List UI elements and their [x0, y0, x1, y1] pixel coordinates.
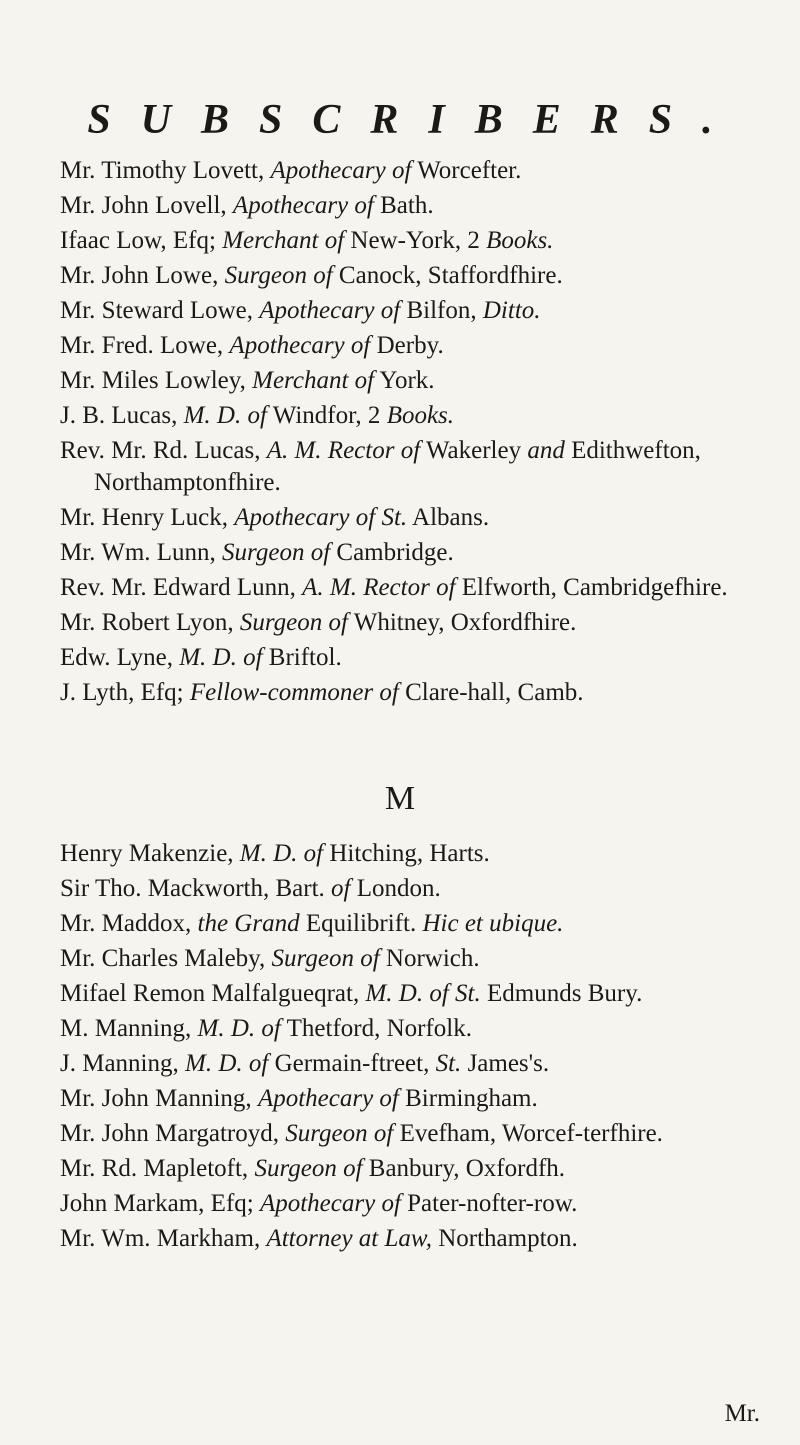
entry-italic-text: Apothecary of: [257, 1085, 399, 1112]
entry-text: Mr. Fred. Lowe,: [60, 332, 230, 359]
entry-italic-text: Books.: [386, 402, 455, 429]
entry-text: Thetford, Norfolk.: [280, 1015, 472, 1042]
entry-italic-text: Merchant of: [252, 367, 375, 394]
entry-text: Mr. John Lovell,: [60, 192, 233, 219]
entry-text: Mr. John Lowe,: [60, 262, 225, 289]
subscriber-entry: [60, 225, 770, 257]
entry-text: Henry Makenzie,: [60, 840, 240, 867]
entry-text: London.: [350, 875, 441, 902]
entry-italic-text: Merchant of: [222, 227, 345, 254]
entry-italic-text: and: [527, 437, 565, 464]
subscriber-entry: [60, 1083, 770, 1115]
entry-text: Worcefter.: [411, 157, 522, 184]
entry-text: Mr. Maddox,: [60, 910, 198, 937]
entry-text: Mifael Remon Malfalgueqrat,: [60, 980, 366, 1007]
entry-text: Briftol.: [262, 644, 342, 671]
subscriber-list-m: [60, 838, 770, 1258]
entry-italic-text: A. M. Rector of: [302, 574, 456, 601]
entry-text: Germain-ftreet,: [268, 1050, 436, 1077]
entry-text: M. Manning,: [60, 1015, 198, 1042]
subscriber-entry: [60, 873, 770, 905]
entry-text: Wakerley: [420, 437, 528, 464]
entry-text: Birmingham.: [398, 1085, 538, 1112]
entry-text: Mr. Wm. Lunn,: [60, 539, 223, 566]
entry-italic-text: M. D. of: [197, 1015, 281, 1042]
entry-text: J. Lyth, Efq;: [60, 679, 190, 706]
entry-italic-text: M. D. of: [185, 1050, 269, 1077]
page-header: SUBSCRIBERS.: [87, 97, 743, 143]
entry-italic-text: M. D. of: [179, 644, 263, 671]
entry-italic-text: M. D. of: [183, 402, 267, 429]
entry-text: Norwich.: [379, 945, 480, 972]
entry-text: Rev. Mr. Edward Lunn,: [60, 574, 303, 601]
subscriber-entry: [60, 537, 770, 569]
entry-italic-text: of: [331, 875, 351, 902]
subscriber-entry: [60, 838, 770, 870]
section-letter: M: [384, 780, 416, 817]
subscriber-entry: [60, 1118, 770, 1150]
entry-italic-text: Surgeon of: [254, 1155, 363, 1182]
subscriber-entry: [60, 400, 770, 432]
entry-italic-text: Apothecary of: [270, 157, 412, 184]
entry-text: Albans.: [407, 504, 490, 531]
subscriber-entry: [60, 155, 770, 187]
entry-italic-text: M. D. of: [239, 840, 324, 867]
entry-italic-text: Apothecary of: [259, 297, 401, 324]
entry-text: Sir Tho. Mackworth, Bart.: [60, 875, 332, 902]
entry-italic-text: St.: [435, 1050, 462, 1077]
entry-text: Mr. Henry Luck,: [60, 504, 235, 531]
entry-text: Mr. Charles Maleby,: [60, 945, 272, 972]
entry-text: J. Manning,: [60, 1050, 185, 1077]
subscriber-entry: [60, 978, 770, 1010]
entry-italic-text: Apothecary of: [259, 1190, 401, 1217]
subscriber-entry: [60, 607, 770, 639]
entry-text: Bath.: [373, 192, 434, 219]
entry-text: Mr. Steward Lowe,: [60, 297, 260, 324]
entry-text: Hitching, Harts.: [323, 840, 490, 867]
subscriber-entry: [60, 1013, 770, 1045]
entry-text: Whitney, Oxfordfhire.: [347, 609, 577, 636]
entry-text: John Markam, Efq;: [60, 1190, 260, 1217]
entry-text: Banbury, Oxfordfh.: [362, 1155, 566, 1182]
subscriber-entry: [60, 190, 770, 222]
subscriber-entry: [60, 1153, 770, 1185]
subscriber-entry: [60, 943, 770, 975]
entry-text: Equilibrift.: [299, 910, 423, 937]
entry-text: Mr. Miles Lowley,: [60, 367, 253, 394]
entry-italic-text: Apothecary of: [229, 332, 371, 359]
entry-text: Pater-nofter-row.: [400, 1190, 578, 1217]
entry-italic-text: Surgeon of: [224, 262, 333, 289]
entry-text: Edw. Lyne,: [60, 644, 180, 671]
subscriber-entry: [60, 330, 770, 362]
subscriber-entry: [60, 260, 770, 292]
subscriber-entry: [60, 1048, 770, 1080]
entry-text: J. B. Lucas,: [60, 402, 184, 429]
entry-italic-text: Surgeon of: [285, 1120, 394, 1147]
entry-text: Elfworth, Cambridgefhire.: [455, 574, 728, 601]
entry-text: Ifaac Low, Efq;: [60, 227, 223, 254]
entry-text: Windfor, 2: [266, 402, 387, 429]
entry-text: Edithwefton, Northamptonfhire.: [94, 437, 701, 496]
entry-text: Bilfon,: [400, 297, 483, 324]
entry-italic-text: the Grand: [197, 910, 300, 937]
entry-text: Mr. John Margatroyd,: [60, 1120, 286, 1147]
subscriber-entry: [60, 677, 770, 709]
entry-text: Evefham, Worcef-terfhire.: [393, 1120, 663, 1147]
entry-italic-text: Apothecary of: [232, 192, 374, 219]
subscriber-entry: [60, 642, 770, 674]
entry-text: James's.: [461, 1050, 550, 1077]
subscriber-entry: [60, 295, 770, 327]
entry-italic-text: Attorney at Law,: [266, 1225, 432, 1252]
entry-text: Canock, Staffordfhire.: [332, 262, 563, 289]
entry-italic-text: M. D. of St.: [365, 980, 481, 1007]
entry-italic-text: Surgeon of: [222, 539, 331, 566]
entry-text: Clare-hall, Camb.: [398, 679, 584, 706]
subscriber-entry: [60, 502, 770, 534]
entry-text: Northampton.: [431, 1225, 578, 1252]
entry-text: Derby.: [370, 332, 444, 359]
entry-text: Mr. Rd. Mapletoft,: [60, 1155, 255, 1182]
entry-text: Cambridge.: [330, 539, 454, 566]
entry-italic-text: Ditto.: [482, 297, 541, 324]
entry-text: New-York, 2: [344, 227, 487, 254]
subscriber-entry: [60, 435, 770, 499]
subscriber-entry: [60, 1188, 770, 1220]
entry-text: Mr. Robert Lyon,: [60, 609, 240, 636]
entry-italic-text: Hic et ubique.: [422, 910, 564, 937]
entry-italic-text: A. M. Rector of: [266, 437, 421, 464]
subscriber-list-l: [60, 155, 770, 712]
subscriber-entry: [60, 1223, 770, 1255]
entry-italic-text: Fellow-commoner of: [189, 679, 399, 706]
subscriber-entry: [60, 572, 770, 604]
entry-text: York.: [374, 367, 435, 394]
entry-text: Mr. Wm. Markham,: [60, 1225, 267, 1252]
entry-italic-text: Surgeon of: [271, 945, 380, 972]
catchword: Mr.: [724, 1400, 760, 1427]
subscriber-entry: [60, 908, 770, 940]
entry-text: Mr. John Manning,: [60, 1085, 258, 1112]
entry-italic-text: Apothecary of St.: [234, 504, 408, 531]
entry-text: Rev. Mr. Rd. Lucas,: [60, 437, 267, 464]
entry-text: Edmunds Bury.: [480, 980, 643, 1007]
entry-italic-text: Surgeon of: [239, 609, 348, 636]
entry-text: Mr. Timothy Lovett,: [60, 157, 271, 184]
entry-italic-text: Books.: [486, 227, 554, 254]
subscriber-entry: [60, 365, 770, 397]
